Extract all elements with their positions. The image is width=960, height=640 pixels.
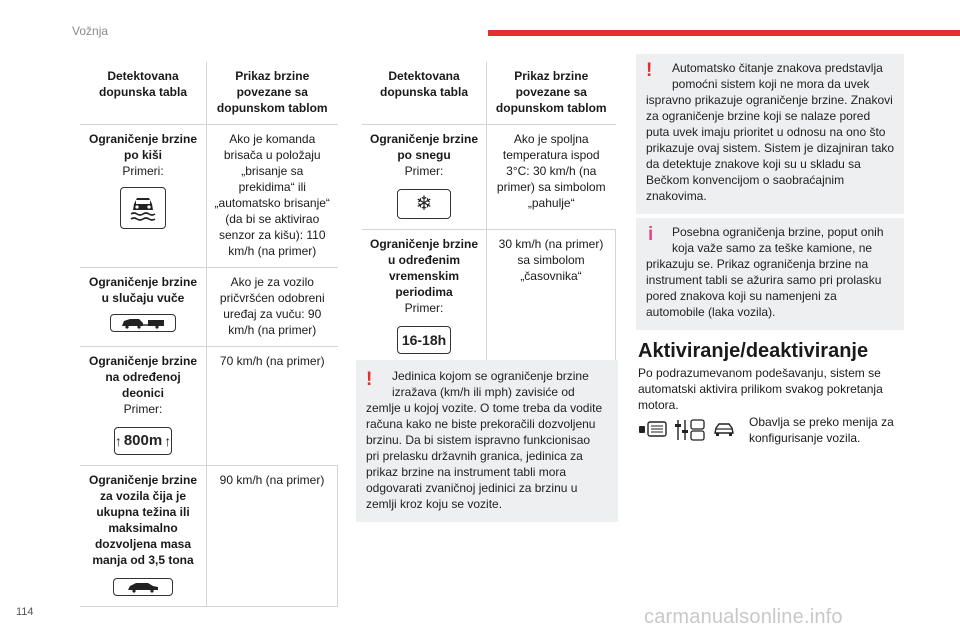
table-row xyxy=(80,466,338,607)
rain-road-icon xyxy=(120,187,166,229)
sign-label: 800m xyxy=(123,432,163,449)
row-title: Ograničenje brzine po kiši xyxy=(88,132,198,162)
speed-signs-table-right xyxy=(362,62,616,365)
table-head-speed-display: Prikaz brzine povezane sa dopunskom tablom xyxy=(216,69,328,115)
warning-icon: ! xyxy=(646,60,653,81)
table-head-speed-display: Prikaz brzine povezane sa dopunskom tablom xyxy=(495,69,607,115)
table-head-detected-panel: Detektovana dopunska tabla xyxy=(362,62,487,125)
car-icon xyxy=(113,578,173,596)
row-description: Ako je spoljna temperatura ispod 3°C: 30 km/h (na primer) sa simbolom „pahulje“ xyxy=(487,125,616,230)
note-first-line: Automatsko čitanje znakova predstavlja pomoćni sistem koji ne mora da uvek xyxy=(672,61,883,91)
row-description: Ako je komanda brisača u položaju „brisanje sa prekidima“ ili „automatsko brisanje“ (da bi se aktivirao senzor za kišu): 110 km/h (na primer) xyxy=(207,125,338,268)
warning-icon: ! xyxy=(366,369,373,390)
note-text: zemlje u kojoj vozite. O tome treba da vodite računa kako ne biste prekoračili dozvoljenu brzinu. Da bi sistem ispravno funkcionisao pri prelasku državnih granica, jedinica za prikaz brzine na instrument tabli mora odgovarati zvaničnoj jedinici za brzinu u zemlji kroz koju se vozite. xyxy=(366,401,603,511)
page-number: 114 xyxy=(16,606,34,618)
arrow-up-icon: ↑ xyxy=(164,433,172,449)
row-description: 30 km/h (na primer) sa simbolom „časovnika“ xyxy=(487,230,616,365)
row-title: Ograničenje brzine na određenoj deonici xyxy=(88,354,198,400)
page-header-title: Vožnja xyxy=(72,24,109,38)
snowflake-icon: ❄ xyxy=(397,189,451,219)
touchscreen-menu-icon xyxy=(638,421,668,439)
row-subtitle: Primer: xyxy=(123,402,163,416)
section-body: Po podrazumevanom podešavanju, sistem se automatski aktivira prilikom svakog pokretanja motora. xyxy=(638,366,883,412)
table-head-detected-panel: Detektovana dopunska tabla xyxy=(80,62,207,125)
table-row xyxy=(80,125,338,268)
icons-description: Obavlja se preko menija za konfigurisanje vozila. xyxy=(749,415,894,445)
row-description: 70 km/h (na primer) xyxy=(207,347,338,466)
row-description: 90 km/h (na primer) xyxy=(207,466,338,607)
watermark: carmanualsonline.info xyxy=(644,606,843,628)
vehicle-config-icon xyxy=(712,422,736,438)
row-subtitle: Primer: xyxy=(404,164,444,178)
info-icon: i xyxy=(648,224,654,245)
row-subtitle: Primeri: xyxy=(122,164,164,178)
table-row xyxy=(80,347,338,466)
table-row xyxy=(362,125,616,230)
menu-icons-row xyxy=(638,418,736,442)
row-title: Ograničenje brzine u slučaju vuče xyxy=(88,275,198,305)
warning-note-assist xyxy=(636,54,904,214)
settings-sliders-icon xyxy=(674,418,706,442)
row-title: Ograničenje brzine u određenim vremenskim periodima xyxy=(369,237,479,299)
car-trailer-icon xyxy=(110,314,176,332)
row-title: Ograničenje brzine po snegu xyxy=(369,132,479,162)
time-period-sign xyxy=(397,326,451,354)
table-row xyxy=(362,230,616,365)
warning-note-units xyxy=(356,360,618,522)
sign-label: 16-18h xyxy=(401,332,447,348)
row-description: Ako je za vozilo pričvršćen odobreni uređaj za vuču: 90 km/h (na primer) xyxy=(207,268,338,347)
section-title: Aktiviranje/deaktiviranje xyxy=(638,340,869,362)
table-row xyxy=(80,268,338,347)
info-note-trucks xyxy=(636,218,904,330)
note-text: prikazuju se. Prikaz ograničenja brzine na instrument tabli se ažurira samo pri prolasku pored znakova koji su namenjeni za automobile (laka vozila). xyxy=(646,257,882,319)
row-subtitle: Primer: xyxy=(404,301,444,315)
row-title: Ograničenje brzine za vozila čija je ukupna težina ili maksimalno dozvoljena masa manja od 3,5 tona xyxy=(88,473,198,567)
note-text: ispravno prikazuje ograničenje brzine. Znakovi za ograničenje brzine koji se nalaze pored puta uvek imaju prioritet u odnosu na ono što prikazuje ovaj sistem. Sistem je dizajniran tako da detektuje znakove koji su u skladu sa Bečkom konvencijom o saobraćajnim znakovima. xyxy=(646,93,895,203)
note-first-line: Posebna ograničenja brzine, poput onih koja važe samo za teške kamione, ne xyxy=(672,225,884,255)
speed-signs-table-left xyxy=(80,62,338,607)
header-accent-bar xyxy=(488,30,960,36)
arrow-up-icon: ↑ xyxy=(114,433,122,449)
distance-800m-sign xyxy=(114,427,172,455)
note-first-line: Jedinica kojom se ograničenje brzine izražava (km/h ili mph) zavisiće od xyxy=(392,369,589,399)
